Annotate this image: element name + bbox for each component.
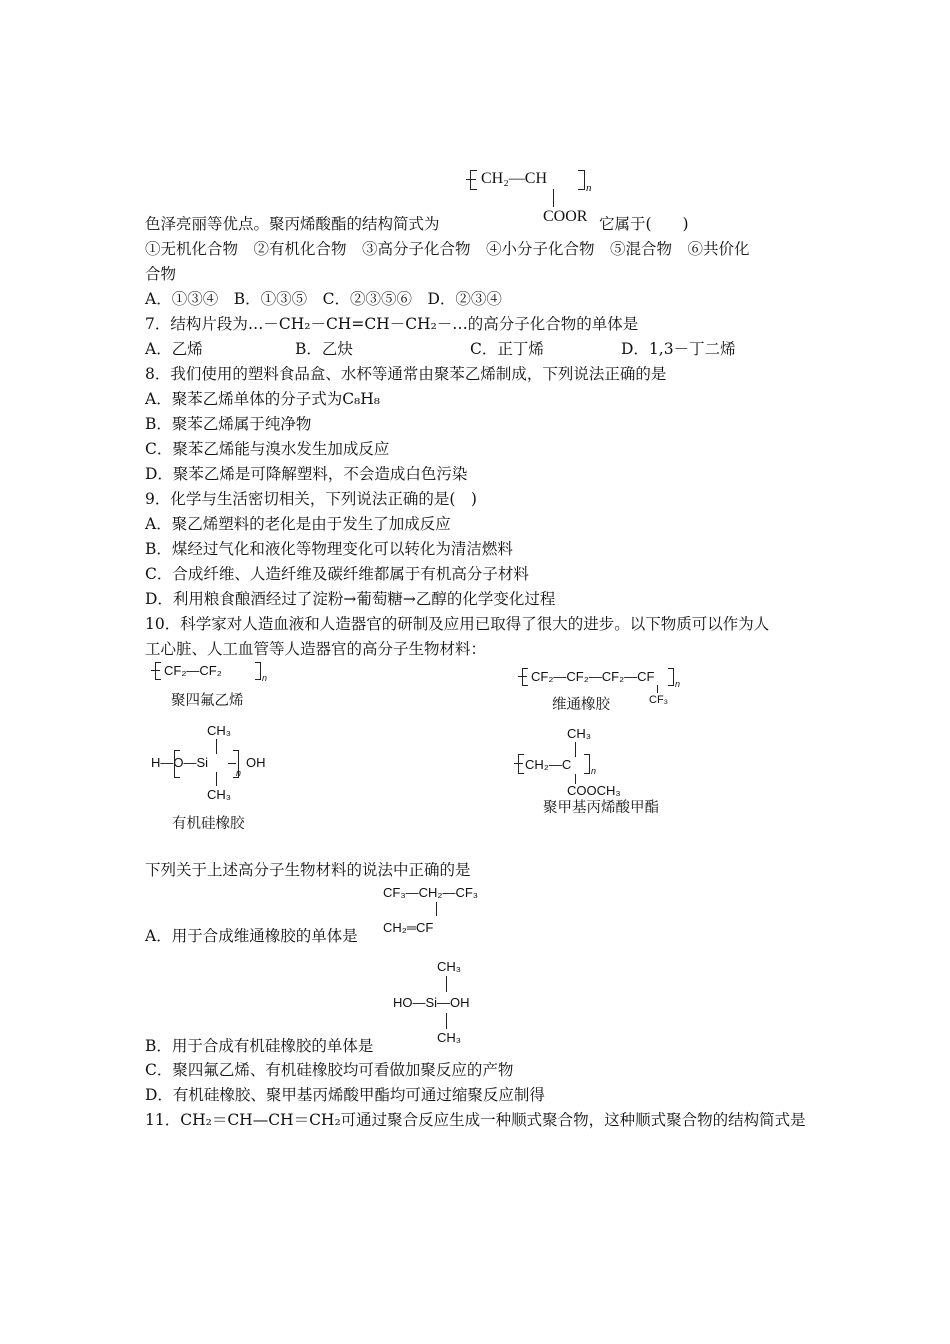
q11-stem: 11．CH₂＝CH—CH＝CH₂可通过聚合反应生成一种顺式聚合物，这种顺式聚合物的结构简式是 (145, 1111, 806, 1129)
q7-stem: 7．结构片段为…－CH₂－CH=CH－CH₂－…的高分子化合物的单体是 (145, 315, 639, 333)
pmma-ch3: CH₃ (567, 726, 592, 741)
q6-line3: 合物 (145, 265, 177, 283)
q8-option-d: D．聚苯乙烯是可降解塑料，不会造成白色污染 (145, 465, 468, 483)
silicone-ch3-bottom: CH₃ (207, 787, 232, 802)
ptfe-formula: CF₂—CF₂ (164, 663, 222, 678)
left-bracket (174, 750, 180, 778)
bond-line (518, 676, 527, 677)
q10-stem-line1: 10．科学家对人造血液和人造器官的研制及应用已取得了很大的进步。以下物质可以作为人 (145, 615, 770, 633)
q10-option-a: A．用于合成维通橡胶的单体是 (145, 927, 358, 945)
bond-line (446, 1013, 447, 1029)
bond-line (514, 763, 523, 764)
pmma-chain: CH₂—C (525, 757, 572, 772)
bond-line (216, 772, 217, 786)
bond-line (446, 976, 447, 992)
subscript-n: n (236, 768, 242, 778)
q6-options: A．①③④ B．①③⑤ C．②③⑤⑥ D．②③④ (145, 290, 502, 308)
q6-line2: ①无机化合物 ②有机化合物 ③高分子化合物 ④小分子化合物 ⑤混合物 ⑥共价化 (145, 240, 750, 258)
right-bracket (668, 668, 674, 686)
q8-option-b: B．聚苯乙烯属于纯净物 (145, 415, 312, 433)
left-bracket (522, 668, 528, 686)
q7-option-a: A．乙烯 (145, 340, 203, 358)
monomer-top: CF₃—CH₂—CF₃ (383, 885, 479, 900)
right-bracket (578, 170, 585, 190)
bond-line (657, 685, 658, 693)
bond-line (151, 670, 160, 671)
viton-caption: 维通橡胶 (552, 697, 610, 713)
ptfe-caption: 聚四氟乙烯 (171, 693, 244, 709)
subscript-n: n (586, 182, 592, 194)
q9-option-d: D．利用粮食酿酒经过了淀粉→葡萄糖→乙醇的化学变化过程 (145, 590, 556, 608)
subscript-n: n (675, 679, 681, 689)
silicone-oh: OH (246, 755, 266, 770)
monomer-bottom: CH₂═CF (383, 920, 434, 935)
formula-ester: COOR (543, 208, 588, 225)
q10-option-d: D．有机硅橡胶、聚甲基丙烯酸甲酯均可通过缩聚反应制得 (145, 1086, 545, 1104)
bond-line (575, 742, 576, 757)
viton-branch: CF₃ (649, 694, 669, 706)
silicone-ch3-top: CH₃ (207, 723, 232, 738)
bond-line (553, 189, 554, 207)
silanol-main: HO—Si—OH (393, 995, 470, 1010)
bond-line (216, 739, 217, 754)
silicone-chain: H—O—Si (151, 755, 209, 770)
silanol-ch3-bottom: CH₃ (437, 1030, 462, 1045)
q9-option-c: C．合成纤维、人造纤维及碳纤维都属于有机高分子材料 (145, 565, 529, 583)
q10-option-c: C．聚四氟乙烯、有机硅橡胶均可看做加聚反应的产物 (145, 1061, 514, 1079)
left-bracket (470, 170, 477, 190)
q8-option-a: A．聚苯乙烯单体的分子式为C₈H₈ (145, 390, 380, 408)
q10-stem-line2: 工心脏、人工血管等人造器官的高分子生物材料： (145, 640, 487, 658)
q7-option-d: D．1,3－丁二烯 (621, 340, 736, 358)
silicone-caption: 有机硅橡胶 (172, 816, 245, 832)
q9-option-b: B．煤经过气化和液化等物理变化可以转化为清洁燃料 (145, 540, 513, 558)
q8-option-c: C．聚苯乙烯能与溴水发生加成反应 (145, 440, 390, 458)
q7-option-c: C．正丁烯 (470, 340, 544, 358)
left-bracket (155, 662, 161, 680)
pmma-caption: 聚甲基丙烯酸甲酯 (543, 800, 659, 816)
subscript-n: n (262, 673, 268, 683)
silanol-ch3-top: CH₃ (437, 959, 462, 974)
bond-line (436, 902, 437, 916)
left-bracket (518, 754, 524, 774)
right-bracket (584, 754, 590, 774)
viton-formula: CF₂—CF₂—CF₂—CF (531, 669, 655, 684)
q10-question: 下列关于上述高分子生物材料的说法中正确的是 (145, 861, 471, 879)
formula-backbone: CH₂—CH (481, 170, 548, 187)
bond-line (466, 179, 476, 180)
q10-option-b: B．用于合成有机硅橡胶的单体是 (145, 1037, 374, 1055)
q9-option-a: A．聚乙烯塑料的老化是由于发生了加成反应 (145, 515, 451, 533)
q6-line1-suffix: 它属于( ) (599, 215, 689, 233)
subscript-n: n (591, 766, 597, 776)
q8-stem: 8．我们使用的塑料食品盒、水杯等通常由聚苯乙烯制成，下列说法正确的是 (145, 365, 667, 383)
pmma-ester: COOCH₃ (567, 783, 621, 798)
q9-stem: 9．化学与生活密切相关，下列说法正确的是( ) (145, 490, 477, 508)
q7-option-b: B．乙炔 (295, 340, 353, 358)
q6-line1-prefix: 色泽亮丽等优点。聚丙烯酸酯的结构简式为 (145, 215, 440, 233)
right-bracket (255, 662, 261, 680)
